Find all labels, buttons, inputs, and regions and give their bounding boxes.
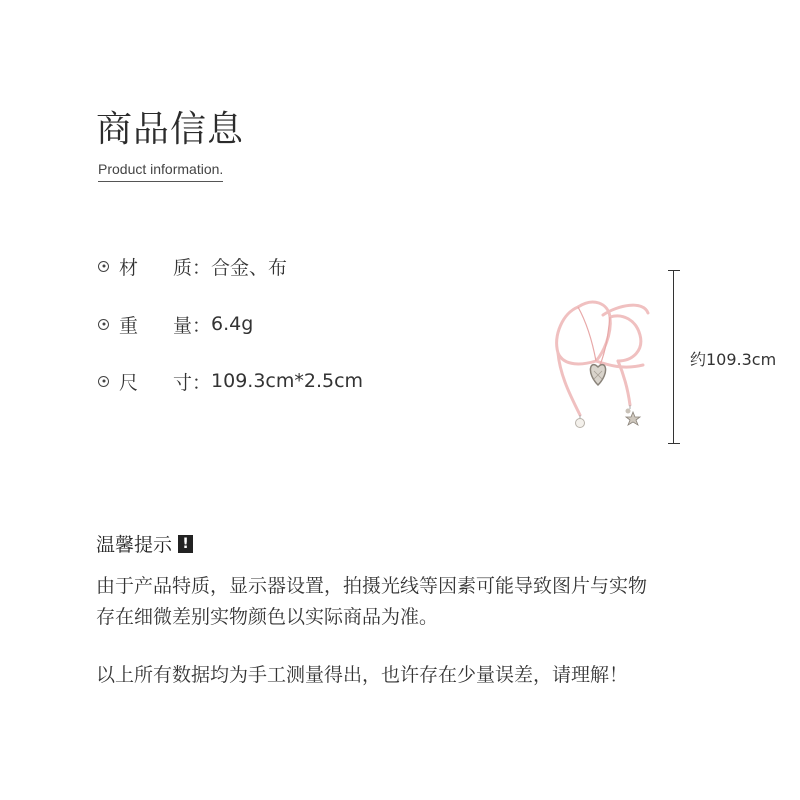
spec-material <box>98 252 287 280</box>
product-image <box>548 295 658 435</box>
tips-heading <box>96 530 193 557</box>
warning-icon: ! <box>178 535 193 553</box>
dimension-label: 约109.3cm <box>690 350 777 369</box>
page-subtitle: Product information. <box>98 159 223 182</box>
page-title: 商品信息 <box>96 109 245 150</box>
spec-key-second: 量： <box>173 314 212 337</box>
spec-key-first: 材 <box>119 256 139 279</box>
tips-title: 温馨提示 <box>96 534 173 556</box>
spec-key-first: 重 <box>119 314 139 337</box>
spec-value: 6.4g <box>211 313 254 335</box>
bullet-icon <box>98 376 109 387</box>
bullet-icon <box>98 261 109 272</box>
spec-size <box>98 367 363 395</box>
tips-line-1: 由于产品特质，显示器设置，拍摄光线等因素可能导致图片与实物 <box>96 575 648 597</box>
spec-key-first: 尺 <box>119 371 139 394</box>
spec-value: 合金、布 <box>211 256 288 279</box>
tips-line-3: 以上所有数据均为手工测量得出，也许存在少量误差，请理解！ <box>96 664 629 686</box>
spec-weight <box>98 310 253 338</box>
tips-line-2: 存在细微差别实物颜色以实际商品为准。 <box>96 606 439 628</box>
bullet-icon <box>98 319 109 330</box>
dimension-bracket <box>668 270 680 444</box>
spec-key-second: 寸： <box>173 371 212 394</box>
spec-value: 109.3cm*2.5cm <box>211 370 364 392</box>
spec-key-second: 质： <box>173 256 212 279</box>
